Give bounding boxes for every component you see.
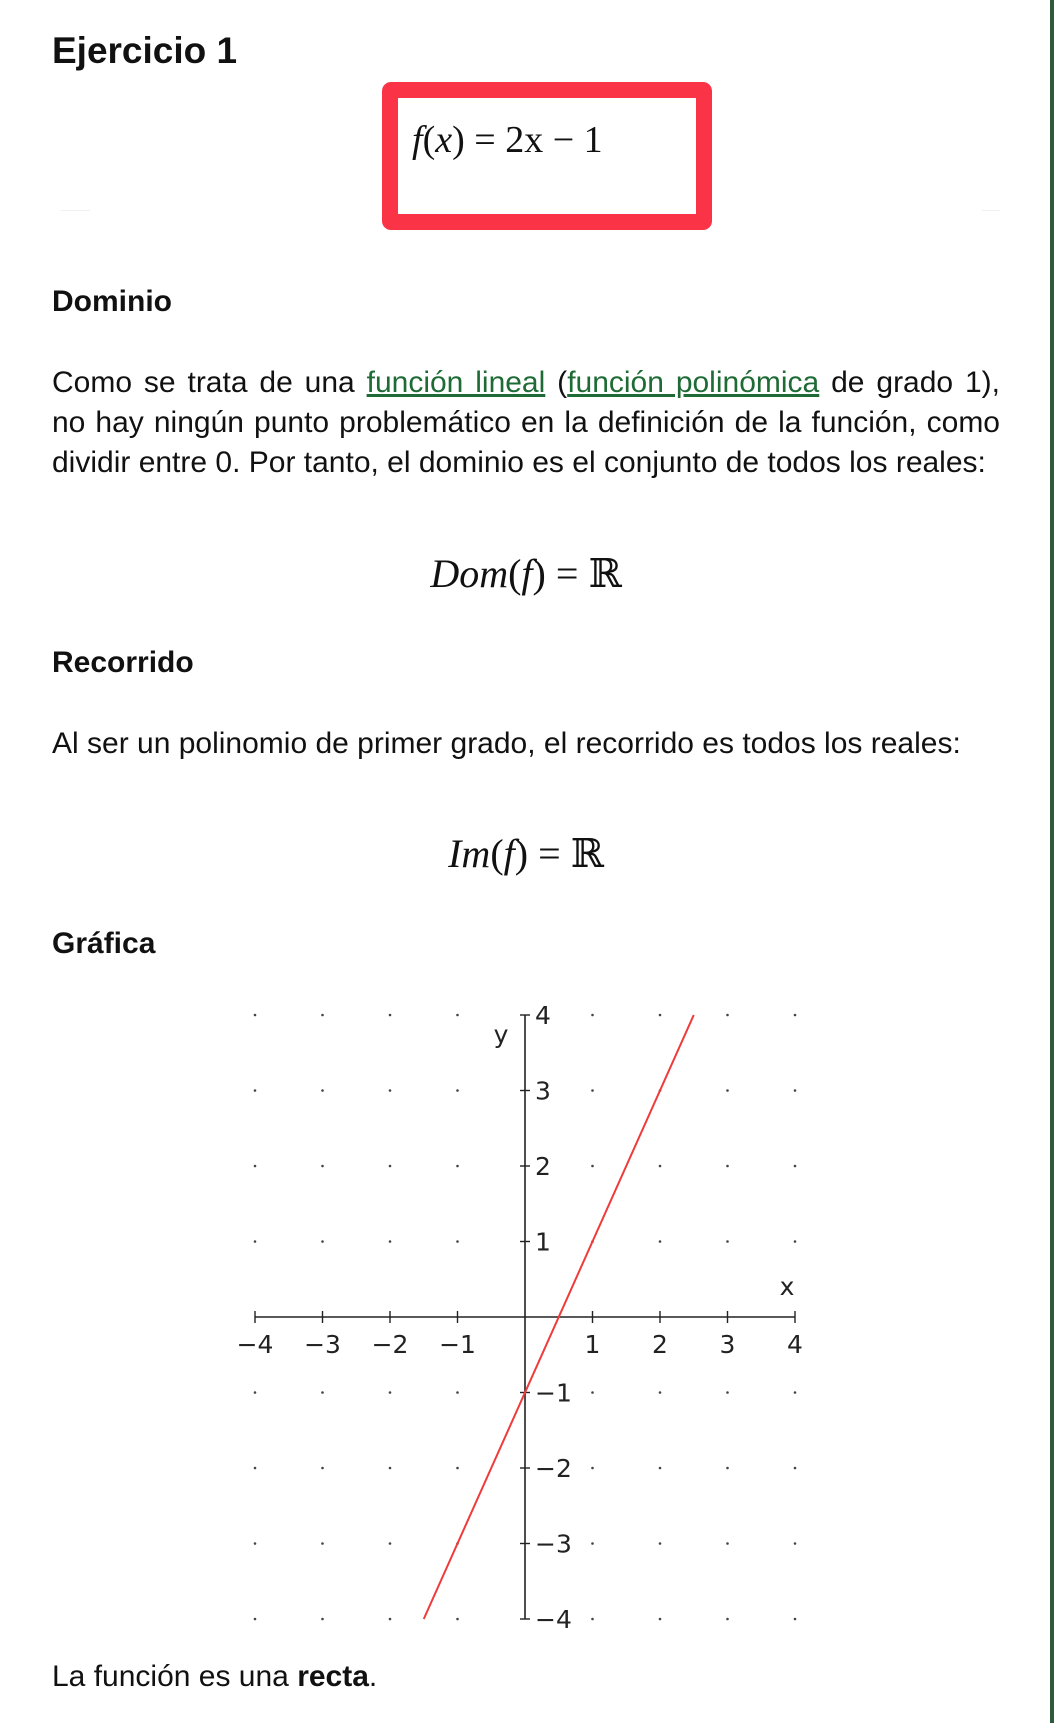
y-tick-label: 3 xyxy=(535,1076,551,1106)
grid-dot xyxy=(456,1467,459,1470)
y-axis-ticks xyxy=(520,1001,572,1630)
grid-dot xyxy=(389,1014,392,1017)
grid-dot xyxy=(254,1467,257,1470)
grid-dot xyxy=(726,1240,729,1243)
range-heading: Recorrido xyxy=(52,646,194,679)
x-tick-label: 3 xyxy=(719,1330,736,1359)
grid-dot xyxy=(794,1014,797,1017)
y-tick-label: 4 xyxy=(535,1001,551,1030)
grid-dot xyxy=(254,1240,257,1243)
grid-dot xyxy=(794,1391,797,1394)
grid-dot xyxy=(321,1391,324,1394)
grid-dot xyxy=(659,1240,662,1243)
grid-dot xyxy=(321,1014,324,1017)
grid-dot xyxy=(321,1618,324,1621)
grid-dot xyxy=(389,1165,392,1168)
grid-dot xyxy=(794,1542,797,1545)
grid-dot xyxy=(659,1467,662,1470)
x-tick-label: −3 xyxy=(304,1330,341,1359)
x-tick-label: −2 xyxy=(371,1330,409,1359)
x-tick-label: 1 xyxy=(584,1330,601,1359)
x-tick-label: 4 xyxy=(787,1330,803,1359)
grid-dot xyxy=(794,1618,797,1621)
grid-dot xyxy=(591,1618,594,1621)
grid-dot xyxy=(456,1240,459,1243)
grid-dot xyxy=(591,1467,594,1470)
highlighted-formula-box xyxy=(382,82,712,230)
grid-dot xyxy=(726,1165,729,1168)
grid-dot xyxy=(659,1542,662,1545)
grid-dot xyxy=(389,1542,392,1545)
conclusion-text: La función es una recta. xyxy=(52,1660,378,1693)
grid-dot xyxy=(456,1089,459,1092)
grid-dot xyxy=(591,1391,594,1394)
grid-dot xyxy=(591,1014,594,1017)
grid-dot xyxy=(254,1165,257,1168)
domain-equation: Dom(f) = ℝ xyxy=(430,551,622,596)
faint-divider-left xyxy=(60,210,90,211)
grid-dot xyxy=(321,1542,324,1545)
link-funcion-lineal[interactable]: función lineal xyxy=(366,366,546,399)
y-tick-label: −2 xyxy=(535,1454,572,1483)
grid-dot xyxy=(591,1165,594,1168)
range-paragraph: Al ser un polinomio de primer grado, el recorrido es todos los reales: xyxy=(52,727,961,760)
grid-dot xyxy=(794,1089,797,1092)
grid-dot xyxy=(794,1467,797,1470)
grid-dot xyxy=(726,1089,729,1092)
link-funcion-polinomica[interactable]: función polinómica xyxy=(567,366,820,399)
x-axis-label: x xyxy=(779,1272,795,1301)
grid-dot xyxy=(591,1542,594,1545)
grid-dot xyxy=(794,1165,797,1168)
grid-dot xyxy=(389,1618,392,1621)
grid-dot xyxy=(389,1467,392,1470)
grid-dot xyxy=(726,1014,729,1017)
y-tick-label: −1 xyxy=(535,1378,572,1408)
grid-dot xyxy=(254,1391,257,1394)
grid-dot xyxy=(659,1618,662,1621)
grid-dot xyxy=(456,1391,459,1394)
grid-dot xyxy=(659,1165,662,1168)
exercise-title: Ejercicio 1 xyxy=(52,30,238,71)
x-tick-label: −1 xyxy=(439,1330,476,1359)
grid-dot xyxy=(591,1089,594,1092)
x-tick-label: −4 xyxy=(236,1330,274,1359)
grid-dot xyxy=(389,1391,392,1394)
y-axis-label: y xyxy=(493,1020,509,1049)
grid-dot xyxy=(726,1542,729,1545)
grid-dot xyxy=(659,1014,662,1017)
grid-dot xyxy=(726,1467,729,1470)
grid-dot xyxy=(321,1467,324,1470)
grid-dot xyxy=(321,1089,324,1092)
graph-heading: Gráfica xyxy=(52,927,156,960)
y-tick-label: 2 xyxy=(535,1152,551,1181)
faint-divider-right xyxy=(982,210,1000,211)
grid-dot xyxy=(254,1014,257,1017)
grid-dot xyxy=(321,1240,324,1243)
y-tick-label: −4 xyxy=(535,1605,572,1630)
function-formula: f(x) = 2x − 1 xyxy=(412,119,603,161)
domain-heading: Dominio xyxy=(52,285,172,318)
range-equation: Im(f) = ℝ xyxy=(448,831,604,876)
grid-dot xyxy=(456,1014,459,1017)
function-graph xyxy=(230,990,820,1630)
domain-paragraph: Como se trata de una función lineal (función polinómica de grado 1), no hay ningún punto problemático en la definición de la función, como dividir entre 0. Por tanto, el dominio es el conjunto de todos los reales: xyxy=(52,366,1001,479)
grid-dot xyxy=(456,1618,459,1621)
grid-dot xyxy=(794,1240,797,1243)
grid-dot xyxy=(389,1240,392,1243)
grid-dot xyxy=(659,1391,662,1394)
grid-dot xyxy=(456,1165,459,1168)
grid-dot xyxy=(726,1618,729,1621)
page-right-border xyxy=(1050,0,1054,1723)
grid-dot xyxy=(321,1165,324,1168)
x-tick-label: 2 xyxy=(652,1330,668,1359)
x-axis-ticks xyxy=(237,1311,803,1359)
grid-dot xyxy=(389,1089,392,1092)
y-tick-label: 1 xyxy=(535,1227,551,1257)
grid-dot xyxy=(254,1089,257,1092)
grid-dot xyxy=(726,1391,729,1394)
grid-dot xyxy=(254,1618,257,1621)
y-tick-label: −3 xyxy=(535,1529,572,1559)
grid-dot xyxy=(254,1542,257,1545)
